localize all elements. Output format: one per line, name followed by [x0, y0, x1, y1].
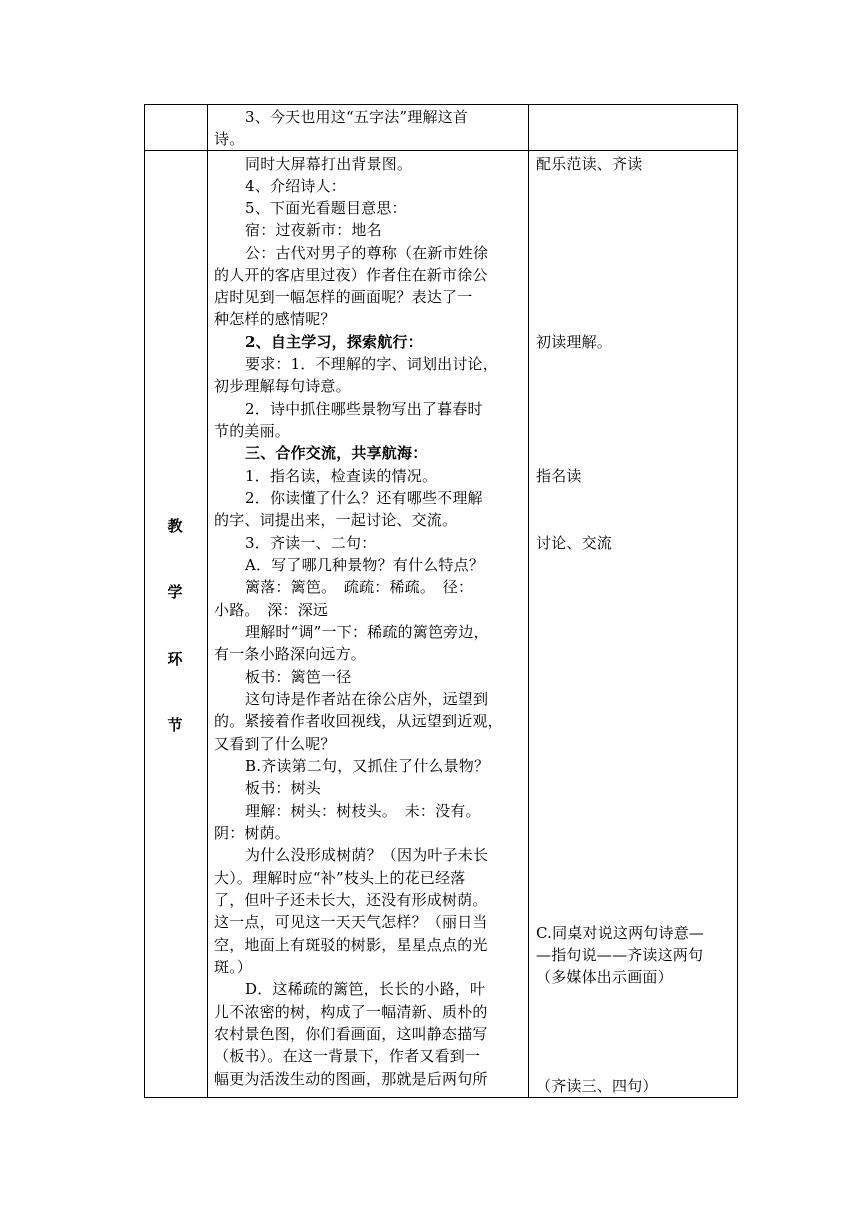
- note-text: （多媒体出示画面）: [536, 968, 673, 986]
- section-heading: 三、合作交流，共享航海：: [245, 444, 428, 462]
- text-line: 这一点，可见这一天天气怎样？（丽日当: [214, 913, 488, 931]
- column-divider-2: [528, 104, 529, 1098]
- text-line: 3．齐读一、二句：: [245, 534, 377, 552]
- text-line: 4、介绍诗人：: [245, 177, 346, 195]
- text-line: 初步理解每句诗意。: [214, 377, 351, 395]
- text-line: 斑。）: [214, 958, 253, 976]
- text-line: 农村景色图，你们看画面，这叫静态描写: [214, 1025, 488, 1043]
- text-line: 宿：过夜新市：地名: [245, 221, 382, 239]
- top-row-line-1: 3、今天也用这“五字法”理解这首: [245, 108, 469, 126]
- table-bottom-border: [144, 1097, 738, 1098]
- text-line: 又看到了什么呢？: [214, 735, 336, 753]
- text-line: 的人开的客店里过夜）作者住在新市徐公: [214, 266, 488, 284]
- side-label-char: 教: [167, 517, 183, 535]
- top-row-line-2: 诗。: [214, 130, 245, 148]
- note-text: 配乐范读、齐读: [536, 155, 643, 173]
- text-line: 店时见到一幅怎样的画面呢？表达了一: [214, 288, 473, 306]
- column-divider-1: [207, 104, 208, 1098]
- note-text: 讨论、交流: [536, 534, 613, 552]
- table-top-border: [144, 104, 738, 105]
- text-line: 的字、词提出来，一起讨论、交流。: [214, 511, 458, 529]
- text-line: 的。紧接着作者收回视线，从远望到近观，: [214, 712, 503, 730]
- side-label-char: 节: [167, 716, 183, 734]
- text-line: 小路。 深：深远: [214, 601, 329, 619]
- text-line: 种怎样的感情呢？: [214, 310, 336, 328]
- text-line: A．写了哪几种景物？有什么特点？: [245, 556, 485, 574]
- text-line: 了，但叶子还未长大，还没有形成树荫。: [214, 891, 488, 909]
- note-text: C.同桌对说这两句诗意—: [536, 924, 705, 942]
- text-line: 有一条小路深向远方。: [214, 645, 367, 663]
- text-line: （板书）。在这一背景下，作者又看到一: [214, 1047, 481, 1065]
- text-line: 篱落：篱笆。 疏疏：稀疏。 径：: [245, 578, 474, 596]
- text-line: 儿不浓密的树，构成了一幅清新、质朴的: [214, 1003, 488, 1021]
- text-line: 这句诗是作者站在徐公店外，远望到: [245, 690, 489, 708]
- text-line: 幅更为活泼生动的图画，那就是后两句所: [214, 1070, 488, 1088]
- table-right-border: [737, 104, 738, 1098]
- text-line: 5、下面光看题目意思：: [245, 199, 407, 217]
- text-line: 节的美丽。: [214, 422, 291, 440]
- text-line: 空，地面上有斑驳的树影，星星点点的光: [214, 936, 488, 954]
- note-text: —指句说——齐读这两句: [536, 946, 704, 964]
- text-line: 2．你读懂了什么？还有哪些不理解: [245, 489, 483, 507]
- section-heading: 2、自主学习，探索航行：: [245, 333, 423, 351]
- side-label-char: 学: [167, 583, 183, 601]
- text-line: 理解：树头：树枝头。 未：没有。: [245, 802, 481, 820]
- text-line: D．这稀疏的篱笆，长长的小路，叶: [245, 980, 486, 998]
- text-line: 1．指名读，检查读的情况。: [245, 467, 438, 485]
- text-line: 同时大屏幕打出背景图。: [245, 155, 413, 173]
- side-label-char: 环: [167, 650, 183, 668]
- text-line: 为什么没形成树荫？（因为叶子未长: [245, 846, 489, 864]
- note-text: 初读理解。: [536, 333, 613, 351]
- text-line: 板书：树头: [245, 779, 322, 797]
- text-line: 板书：篱笆一径: [245, 668, 352, 686]
- text-line: 2．诗中抓住哪些景物写出了暮春时: [245, 400, 483, 418]
- table-left-border: [144, 104, 145, 1098]
- text-line: 要求：1．不理解的字、词划出讨论，: [245, 355, 498, 373]
- note-text: 指名读: [536, 467, 582, 485]
- text-line: B.齐读第二句，又抓住了什么景物？: [245, 757, 490, 775]
- row-divider: [144, 150, 738, 151]
- text-line: 公：古代对男子的尊称（在新市姓徐: [245, 244, 489, 262]
- text-line: 阴：树荫。: [214, 824, 291, 842]
- text-line: 大）。理解时应“补”枝头上的花已经落: [214, 869, 466, 887]
- note-text: （齐读三、四句）: [536, 1077, 658, 1095]
- text-line: 理解时“调”一下：稀疏的篱笆旁边，: [245, 623, 489, 641]
